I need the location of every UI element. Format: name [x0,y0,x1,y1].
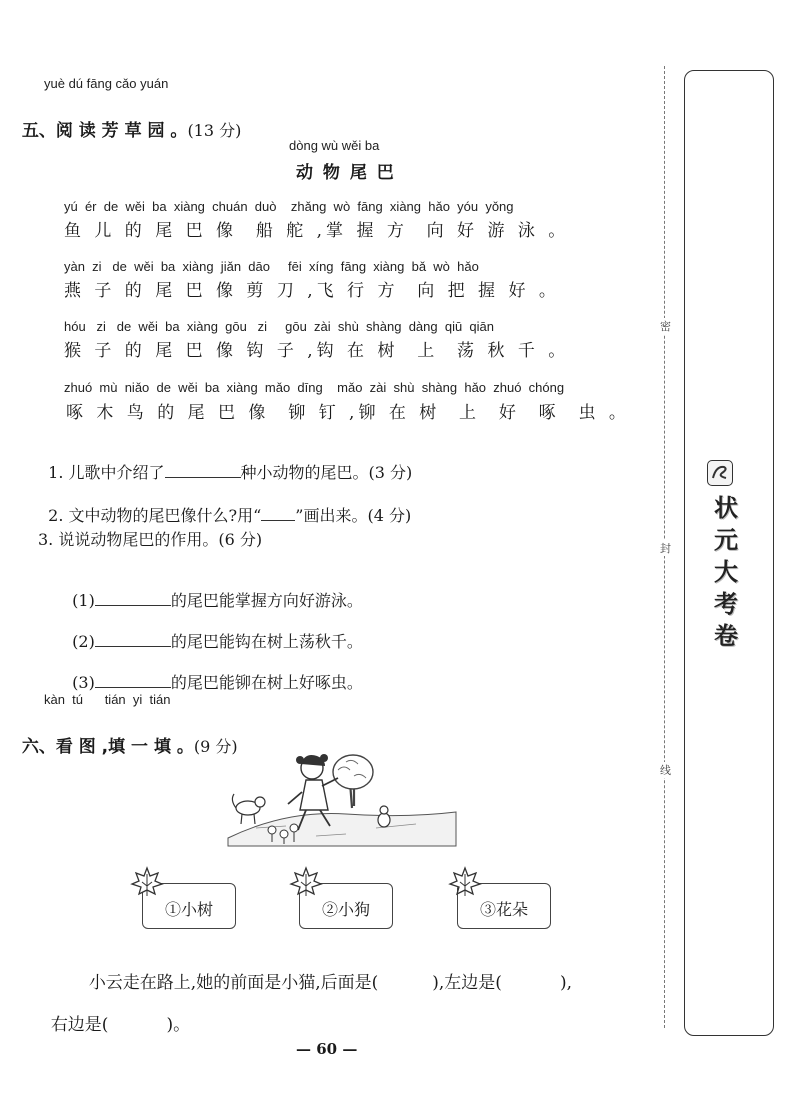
maple-leaf-icon [289,866,323,898]
page-number: — 60 — [296,1040,358,1058]
poem-line4-text: 啄 木 鸟 的 尾 巴 像 铆 钉 ,铆 在 树 上 好 啄 虫 。 [66,403,630,423]
girl-walking-illustration [226,748,458,848]
cat [232,794,265,824]
poem-line1-pinyin: yú ér de wěi ba xiàng chuán duò zhǎng wò fāng xiàng hǎo yóu yǒng [64,199,514,214]
option-flower: ③花朵 [457,883,551,929]
brand-name: 状元大考卷 [714,494,738,650]
maple-leaf-icon [448,866,482,898]
underline-sample [261,506,295,521]
question-3: 3. 说说动物尾巴的作用。(6 分) [38,530,263,549]
tree [333,755,373,808]
question-1: 1. 儿歌中介绍了 种小动物的尾巴。(3 分) [48,463,413,482]
option-small-tree: ①小树 [142,883,236,929]
section5-title: 五、阅 读 芳 草 园 。 [21,121,188,141]
section6-score: (9 分) [193,737,238,756]
answer-blank-3-1[interactable] [95,591,171,606]
poem-title: 动 物 尾 巴 [296,163,396,183]
answer-blank-3-3[interactable] [95,673,171,688]
binding-char-seal: 密 [660,320,671,333]
section5-pinyin: yuè dú fāng cǎo yuán [44,76,169,91]
poem-line4-pinyin: zhuó mù niǎo de wěi ba xiàng mǎo dīng mǎo zài shù shàng hǎo zhuó chóng [64,380,565,395]
maple-leaf-icon [130,866,164,898]
section6-heading [10,712,238,757]
poem-title-pinyin: dòng wù wěi ba [289,138,380,153]
option-small-dog: ②小狗 [299,883,393,929]
dog [378,806,390,827]
fill-sentence-line2: 右边是( )。 [50,1015,191,1035]
question-3-sub-3: (3) 的尾巴能铆在树上好啄虫。 [72,673,363,692]
brand-logo-icon [707,460,733,486]
fill-sentence-line1: 小云走在路上,她的前面是小猫,后面是( ),左边是( ), [88,973,572,993]
question-3-sub-2: (2) 的尾巴能钩在树上荡秋千。 [72,632,363,651]
poem-line3-text: 猴 子 的 尾 巴 像 钩 子 ,钩 在 树 上 荡 秋 千 。 [64,341,570,361]
poem-line1-text: 鱼 儿 的 尾 巴 像 船 舵 ,掌 握 方 向 好 游 泳 。 [64,221,570,241]
section5-heading [10,96,241,141]
section5-score: (13 分) [187,121,242,140]
binding-char-seal2: 封 [660,542,671,555]
poem-line3-pinyin: hóu zi de wěi ba xiàng gōu zi gōu zài shù shàng dàng qiū qiān [64,319,494,334]
section6-pinyin: kàn tú tián yi tián [44,692,171,707]
answer-blank-3-2[interactable] [95,632,171,647]
section6-title: 六、看 图 ,填 一 填 。 [21,737,194,757]
binding-char-line: 线 [660,764,671,777]
answer-blank-1[interactable] [165,463,241,478]
question-3-sub-1: (1) 的尾巴能掌握方向好游泳。 [72,591,363,610]
question-2: 2. 文中动物的尾巴像什么?用“ ”画出来。(4 分) [48,506,412,525]
poem-line2-pinyin: yàn zi de wěi ba xiàng jiǎn dāo fēi xíng fāng xiàng bǎ wò hǎo [64,259,479,274]
poem-line2-text: 燕 子 的 尾 巴 像 剪 刀 ,飞 行 方 向 把 握 好 。 [64,281,560,301]
